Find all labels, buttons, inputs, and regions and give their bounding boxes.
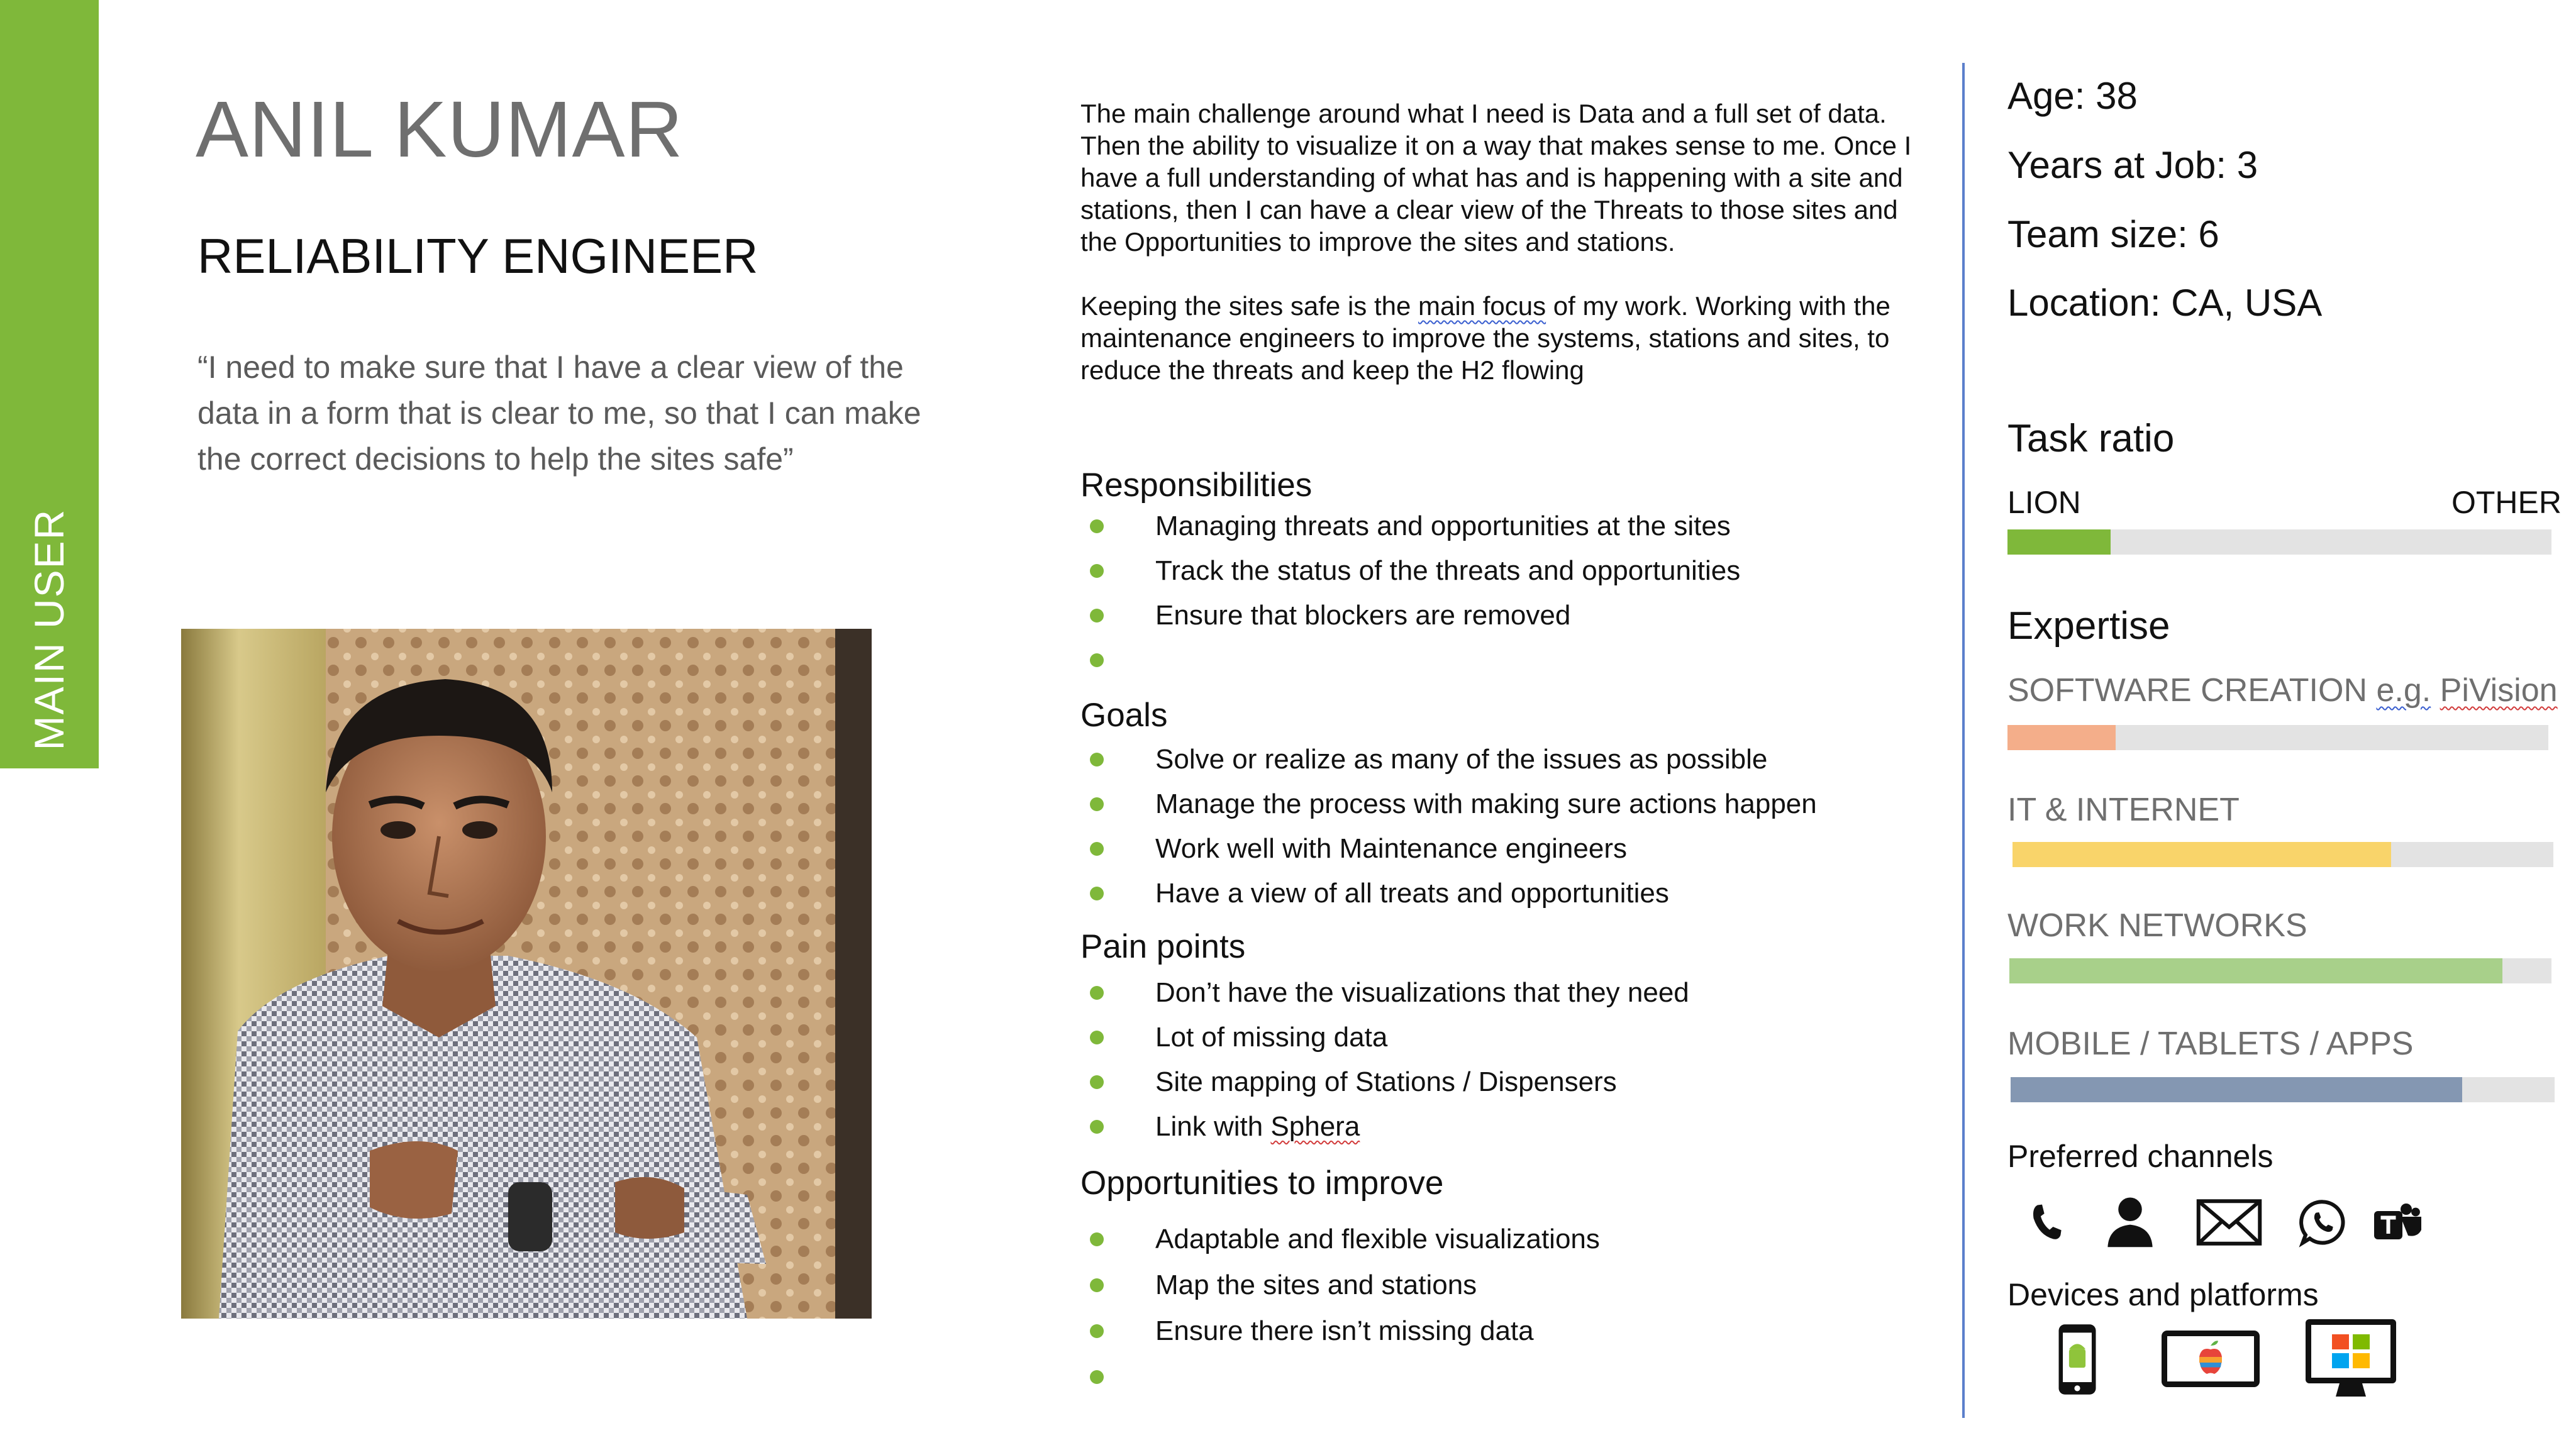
it-internet-fill bbox=[2012, 842, 2391, 867]
opportunities-title: Opportunities to improve bbox=[1080, 1165, 1444, 1202]
list-item: Site mapping of Stations / Dispensers bbox=[1080, 1060, 1689, 1104]
software-creation-bar bbox=[2007, 725, 2548, 750]
bullet-icon bbox=[1090, 1232, 1104, 1246]
bullet-icon bbox=[1090, 797, 1104, 811]
whatsapp-icon bbox=[2298, 1197, 2348, 1248]
bullet-icon bbox=[1090, 564, 1104, 578]
bullet-icon bbox=[1090, 653, 1104, 667]
responsibilities-title: Responsibilities bbox=[1080, 467, 1313, 504]
pain-points-title: Pain points bbox=[1080, 928, 1246, 965]
devices-platforms-icons bbox=[2007, 1317, 2561, 1405]
list-item bbox=[1080, 638, 1740, 682]
task-ratio-title: Task ratio bbox=[2007, 417, 2175, 460]
work-networks-label: WORK NETWORKS bbox=[2007, 907, 2307, 944]
narrative-text: of my work. Working with the maintenance engineers to improve the systems, stations and sites, to reduce the threats and keep the H2 flowing bbox=[1080, 291, 1890, 385]
bullet-icon bbox=[1090, 1370, 1104, 1384]
list-item: Lot of missing data bbox=[1080, 1015, 1689, 1060]
bullet-icon bbox=[1090, 986, 1104, 1000]
list-item: Work well with Maintenance engineers bbox=[1080, 826, 1817, 871]
list-item bbox=[1080, 1104, 1689, 1149]
main-focus-text: main focus bbox=[1418, 291, 1546, 321]
list-item: Don’t have the visualizations that they need bbox=[1080, 970, 1689, 1015]
list-item: Map the sites and stations bbox=[1080, 1262, 1600, 1308]
narrative-paragraph-1: The main challenge around what I need is Data and a full set of data. Then the ability to visualize it on a way that makes sense to me. Once I have a full understanding of what has and is happening with a site and stations, then I can have a clear view of the Threats to those sites and the Opportunities to improve the sites and stations. bbox=[1080, 99, 1912, 257]
list-item: Adaptable and flexible visualizations bbox=[1080, 1216, 1600, 1262]
eg-text: e.g. bbox=[2376, 672, 2431, 709]
years-at-job-value: Years at Job: 3 bbox=[2007, 144, 2258, 186]
opportunities-list bbox=[1080, 1216, 1600, 1400]
list-item: Solve or realize as many of the issues as possible bbox=[1080, 737, 1817, 782]
preferred-channels-title: Preferred channels bbox=[2007, 1139, 2273, 1174]
list-item: Ensure there isn’t missing data bbox=[1080, 1308, 1600, 1354]
mobile-tablets-apps-bar bbox=[2011, 1077, 2555, 1102]
software-creation-text: SOFTWARE CREATION bbox=[2007, 672, 2377, 709]
persona-name: ANIL KUMAR bbox=[196, 85, 684, 174]
windows-desktop-icon bbox=[2303, 1317, 2399, 1400]
it-internet-label: IT & INTERNET bbox=[2007, 792, 2240, 828]
age-value: Age: 38 bbox=[2007, 75, 2138, 117]
persona-narrative bbox=[1080, 97, 1917, 418]
phone-icon bbox=[2025, 1196, 2070, 1250]
goals-title: Goals bbox=[1080, 697, 1168, 734]
persona-quote: “I need to make sure that I have a clear view of the data in a form that is clear to me, so that I can make the correct decisions to help the sites safe” bbox=[197, 350, 921, 477]
bullet-icon bbox=[1090, 1075, 1104, 1089]
bullet-icon bbox=[1090, 609, 1104, 623]
work-networks-fill bbox=[2009, 958, 2502, 983]
persona-role: RELIABILITY ENGINEER bbox=[197, 228, 758, 284]
android-phone-icon bbox=[2057, 1322, 2098, 1397]
list-item: Ensure that blockers are removed bbox=[1080, 593, 1740, 638]
bullet-icon bbox=[1090, 753, 1104, 767]
it-internet-bar bbox=[2012, 842, 2553, 867]
task-ratio-right-label: OTHER bbox=[2451, 485, 2562, 520]
mobile-tablets-apps-label: MOBILE / TABLETS / APPS bbox=[2007, 1026, 2414, 1062]
narrative-text: Keeping the sites safe is the bbox=[1080, 291, 1418, 321]
apple-tablet-icon bbox=[2160, 1329, 2262, 1389]
bullet-icon bbox=[1090, 1324, 1104, 1338]
pivision-text: PiVision bbox=[2440, 672, 2558, 709]
task-ratio-bar bbox=[2007, 529, 2551, 555]
location-value: Location: CA, USA bbox=[2007, 282, 2323, 324]
teams-icon bbox=[2372, 1198, 2421, 1246]
bullet-icon bbox=[1090, 1031, 1104, 1044]
mobile-tablets-apps-fill bbox=[2011, 1077, 2462, 1102]
column-divider bbox=[1962, 63, 1965, 1418]
work-networks-bar bbox=[2009, 958, 2551, 983]
person-icon bbox=[2102, 1192, 2158, 1250]
task-ratio-fill bbox=[2007, 529, 2111, 555]
narrative-paragraph-2 bbox=[1080, 290, 1917, 386]
goals-list bbox=[1080, 737, 1817, 916]
persona-photo bbox=[181, 629, 872, 1319]
software-creation-fill bbox=[2007, 725, 2116, 750]
list-item: Managing threats and opportunities at the sites bbox=[1080, 504, 1740, 548]
pain-points-list bbox=[1080, 970, 1689, 1149]
bullet-icon bbox=[1090, 519, 1104, 533]
mail-icon bbox=[2196, 1198, 2262, 1246]
bullet-icon bbox=[1090, 887, 1104, 900]
software-creation-label bbox=[2007, 672, 2558, 709]
link-with-text: Link with bbox=[1155, 1110, 1271, 1142]
expertise-title: Expertise bbox=[2007, 604, 2170, 648]
sphera-text: Sphera bbox=[1270, 1110, 1360, 1142]
list-item: Manage the process with making sure actions happen bbox=[1080, 782, 1817, 826]
list-item: Have a view of all treats and opportunities bbox=[1080, 871, 1817, 916]
task-ratio-left-label: LION bbox=[2007, 485, 2081, 520]
team-size-value: Team size: 6 bbox=[2007, 213, 2219, 255]
devices-platforms-title: Devices and platforms bbox=[2007, 1277, 2319, 1312]
responsibilities-list bbox=[1080, 504, 1740, 682]
bullet-icon bbox=[1090, 842, 1104, 856]
bullet-icon bbox=[1090, 1120, 1104, 1134]
list-item bbox=[1080, 1354, 1600, 1400]
list-item: Track the status of the threats and opportunities bbox=[1080, 548, 1740, 593]
preferred-channels-icons bbox=[2007, 1188, 2561, 1258]
main-user-label: MAIN USER bbox=[26, 508, 72, 751]
bullet-icon bbox=[1090, 1278, 1104, 1292]
